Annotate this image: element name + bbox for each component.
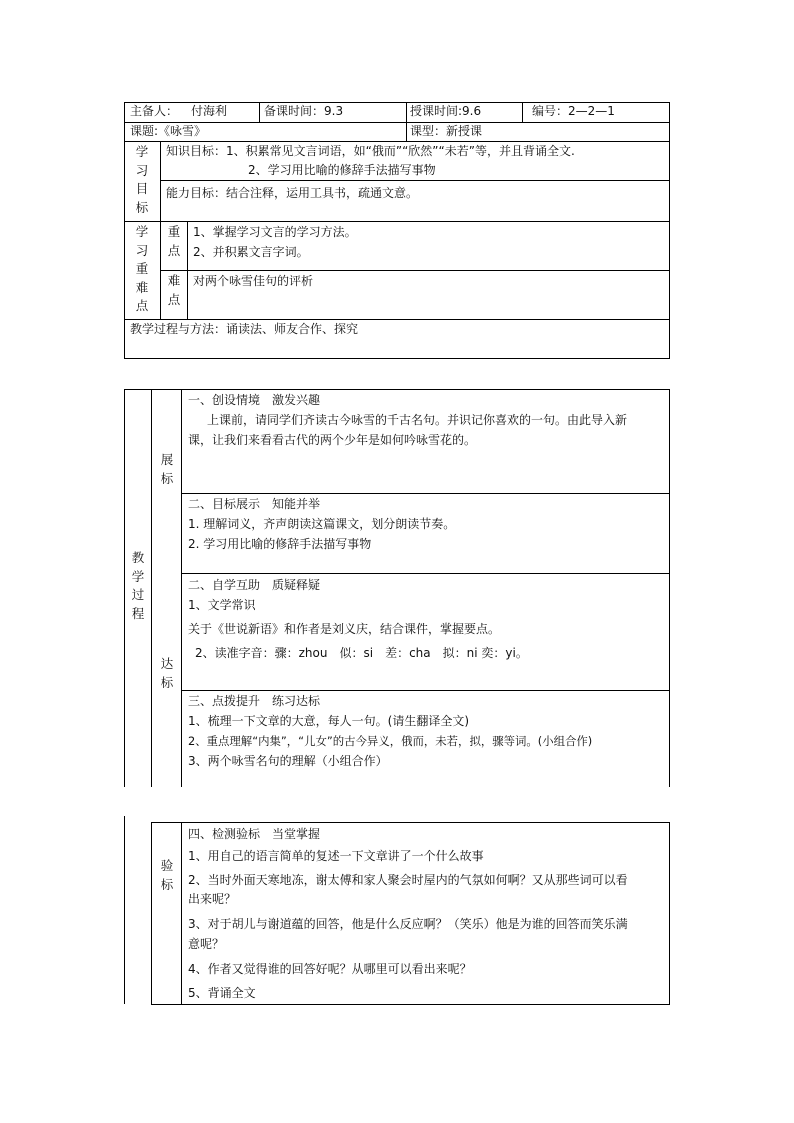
difficulty-point-1: 对两个咏雪佳句的评析 [193, 274, 314, 288]
section-1-title: 一、创设情境 激发兴趣 [188, 393, 321, 407]
preparer-name: 付海利 [191, 104, 228, 118]
question-2-line-1: 2、当时外面天寒地冻，谢太傅和家人聚会时屋内的气氛如何啊？又从那些词可以看 [188, 873, 628, 887]
lesson-topic: 课题:《咏雪》 [130, 124, 207, 138]
prep-time: 备课时间：9.3 [264, 104, 344, 118]
question-3-line-1: 3、对于胡儿与谢道蕴的回答，他是什么反应啊？（笑乐）他是为谁的回答而笑乐满 [188, 917, 628, 931]
key-point-1: 1、掌握学习文言的学习方法。 [193, 225, 357, 239]
preparer-label: 主备人： [130, 104, 179, 118]
dabiao-label: 达标 [160, 656, 174, 690]
section-4-title: 三、点拨提升 练习达标 [188, 694, 321, 708]
teach-time: 授课时间:9.6 [410, 104, 482, 118]
section-1-line-1: 上课前，请同学们齐读古今咏雪的千古名句。并识记你喜欢的一句。由此导入新 [207, 413, 628, 427]
keypoints-label: 学习重难点 [135, 224, 149, 313]
section-2-line-2: 2. 学习用比喻的修辞手法描写事物 [188, 537, 372, 551]
check-title: 四、检测验标 当堂掌握 [188, 827, 321, 841]
question-2-line-2: 出来呢？ [188, 892, 237, 906]
key-label: 重点 [167, 224, 181, 258]
question-3-line-2: 意呢？ [188, 937, 225, 951]
section-1-line-2: 课，让我们来看看古代的两个少年是如何吟咏雪花的。 [188, 433, 477, 447]
teaching-method: 教学过程与方法：诵读法、师友合作、探究 [130, 322, 359, 336]
knowledge-goal-2: 2、学习用比喻的修辞手法描写事物 [248, 163, 436, 177]
question-4: 4、作者又觉得谁的回答好呢？从哪里可以看出来呢？ [188, 962, 472, 976]
key-point-2: 2、并积累文言字词。 [193, 245, 309, 259]
section-3-line-3: 2、读准字音：骤：zhou 似：si 差：cha 拟：ni 奕：yi。 [195, 646, 528, 660]
section-3-line-2: 关于《世说新语》和作者是刘义庆，结合课件，掌握要点。 [188, 622, 501, 636]
question-1: 1、用自己的语言简单的复述一下文章讲了一个什么故事 [188, 849, 484, 863]
ability-goal: 能力目标：结合注释，运用工具书，疏通文意。 [166, 186, 419, 200]
knowledge-goal-1: 知识目标：1、积累常见文言词语，如“俄而”“欣然”“未若”等，并且背诵全文. [166, 144, 575, 158]
difficulty-label: 难点 [167, 273, 181, 307]
section-4-line-3: 3、两个咏雪名句的理解（小组合作） [188, 754, 388, 768]
section-4-line-2: 2、重点理解“内集”，“儿女”的古今异义，俄而，未若，拟，骤等词。(小组合作) [188, 734, 593, 748]
check-label: 验标 [160, 858, 174, 892]
question-5: 5、背诵全文 [188, 986, 256, 1000]
lesson-type: 课型：新授课 [410, 124, 483, 138]
zhanbiao-label: 展标 [160, 452, 174, 486]
section-2-title: 二、目标展示 知能并举 [188, 497, 321, 511]
section-3-title: 二、自学互助 质疑释疑 [188, 578, 321, 592]
section-2-line-1: 1. 理解词义，齐声朗读这篇课文，划分朗读节奏。 [188, 517, 456, 531]
lesson-code: 编号：2—2—1 [532, 104, 615, 118]
section-3-line-1: 1、文学常识 [188, 598, 256, 612]
objectives-label: 学习目标 [135, 144, 149, 215]
process-label: 教学过程 [131, 550, 145, 621]
section-4-line-1: 1、梳理一下文章的大意，每人一句。(请生翻译全文) [188, 714, 470, 728]
